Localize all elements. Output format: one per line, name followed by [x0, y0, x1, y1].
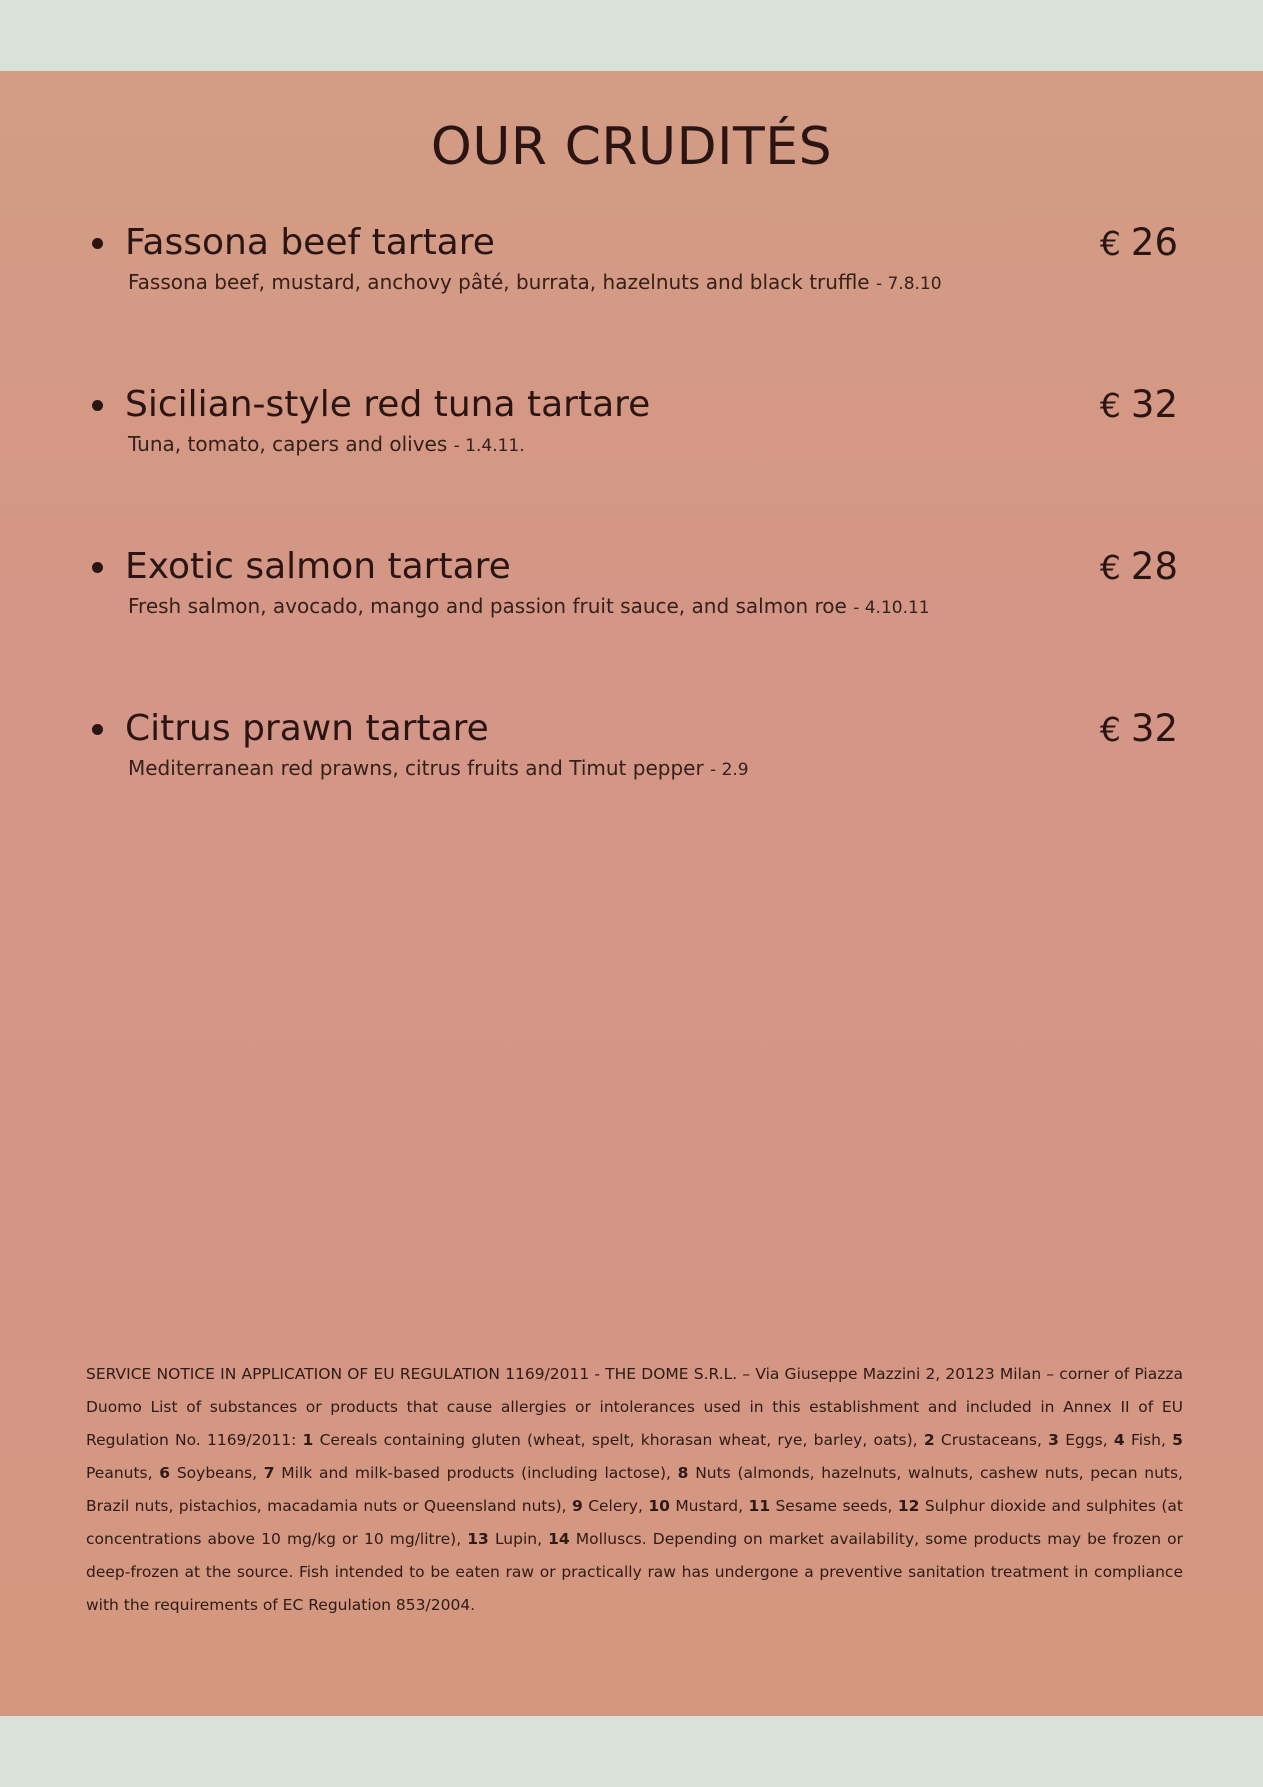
menu-item-name: Fassona beef tartare	[125, 222, 495, 263]
price-value: 26	[1130, 221, 1178, 264]
bullet-icon	[92, 238, 103, 249]
allergen-text: Celery,	[588, 1497, 643, 1515]
allergen-text: Peanuts,	[86, 1464, 153, 1482]
allergen-text: Sesame seeds,	[775, 1497, 893, 1515]
notice-outro: Depending on market availability, some products may be frozen or deep-frozen at the source. Fish intended to be eaten raw or practically raw has undergone a preventive sanitation treatment in compliance with the requirements of EC Regulation 853/2004.	[86, 1530, 1183, 1614]
allergen-text: Cereals containing gluten (wheat, spelt, khorasan wheat, rye, barley, oats),	[319, 1431, 918, 1449]
allergen-number: 13	[467, 1530, 489, 1548]
allergen-number: 10	[648, 1497, 670, 1515]
menu-item-name: Sicilian-style red tuna tartare	[125, 384, 651, 425]
page-title: OUR CRUDITÉS	[430, 117, 833, 177]
description-text: Tuna, tomato, capers and olives	[128, 432, 448, 456]
allergen-text: Eggs,	[1065, 1431, 1108, 1449]
allergen-text: Sulphur dioxide and sulphites (at concentrations above 10 mg/kg or 10 mg/litre),	[86, 1497, 1184, 1548]
menu-item-price	[1100, 704, 1178, 755]
euro-symbol: €	[1099, 386, 1121, 425]
price-value: 32	[1130, 383, 1178, 426]
bullet-icon	[92, 724, 103, 735]
euro-symbol: €	[1099, 224, 1121, 263]
bottom-margin-band	[0, 1716, 1263, 1787]
allergen-number: 8	[677, 1464, 689, 1482]
menu-item-description	[128, 430, 525, 460]
menu-item	[88, 704, 1178, 804]
allergen-number: 3	[1048, 1431, 1059, 1449]
allergen-codes: - 1.4.11.	[453, 436, 525, 456]
menu-item	[88, 380, 1178, 480]
allergen-number: 2	[923, 1431, 935, 1449]
menu-item-price	[1100, 218, 1178, 269]
allergen-number: 5	[1172, 1431, 1183, 1449]
menu-page	[0, 71, 1263, 1716]
allergen-number: 9	[571, 1497, 583, 1515]
allergen-text: Crustaceans,	[940, 1431, 1042, 1449]
allergen-number: 12	[897, 1497, 920, 1515]
menu-item-description	[128, 268, 942, 298]
bullet-icon	[92, 400, 103, 411]
allergen-number: 4	[1113, 1431, 1125, 1449]
menu-item-price	[1100, 542, 1178, 593]
allergen-number: 6	[159, 1464, 171, 1482]
allergen-codes: - 4.10.11	[853, 598, 930, 618]
description-text: Fassona beef, mustard, anchovy pâté, burrata, hazelnuts and black truffle	[128, 270, 870, 294]
price-value: 28	[1130, 545, 1178, 588]
menu-item-name: Exotic salmon tartare	[125, 546, 511, 587]
menu-item	[88, 542, 1178, 642]
menu-item-price	[1100, 380, 1178, 431]
allergen-number: 14	[548, 1530, 570, 1548]
allergen-text: Fish,	[1130, 1431, 1166, 1449]
description-text: Mediterranean red prawns, citrus fruits and Timut pepper	[128, 756, 704, 780]
allergen-text: Nuts (almonds, hazelnuts, walnuts, cashew nuts, pecan nuts, Brazil nuts, pistachios, macadamia nuts or Queensland nuts),	[86, 1464, 1183, 1515]
allergen-text: Mustard,	[675, 1497, 744, 1515]
euro-symbol: €	[1099, 710, 1121, 749]
allergen-codes: - 2.9	[710, 760, 749, 780]
euro-symbol: €	[1099, 548, 1121, 587]
notice-intro: SERVICE NOTICE IN APPLICATION OF EU REGULATION 1169/2011 - THE DOME S.R.L. – Via Giuseppe Mazzini 2, 20123 Milan – corner of Piazza Duomo List of substances or products that cause allergies or intolerances used in this establishment and included in Annex II of EU Regulation No. 1169/2011:	[86, 1365, 1183, 1449]
menu-item-description	[128, 592, 930, 622]
allergen-text: Molluscs.	[575, 1530, 647, 1548]
menu-item	[88, 218, 1178, 318]
allergen-notice	[86, 1358, 1183, 1622]
allergen-number: 11	[748, 1497, 771, 1515]
bullet-icon	[92, 562, 103, 573]
allergen-number: 7	[263, 1464, 275, 1482]
menu-item-name: Citrus prawn tartare	[125, 708, 489, 749]
allergen-text: Soybeans,	[176, 1464, 258, 1482]
description-text: Fresh salmon, avocado, mango and passion fruit sauce, and salmon roe	[128, 594, 847, 618]
menu-item-description	[128, 754, 749, 784]
allergen-codes: - 7.8.10	[875, 274, 942, 294]
allergen-number: 1	[302, 1431, 314, 1449]
top-margin-band	[0, 0, 1263, 71]
price-value: 32	[1130, 707, 1178, 750]
allergen-text: Milk and milk-based products (including lactose),	[281, 1464, 671, 1482]
allergen-text: Lupin,	[494, 1530, 543, 1548]
